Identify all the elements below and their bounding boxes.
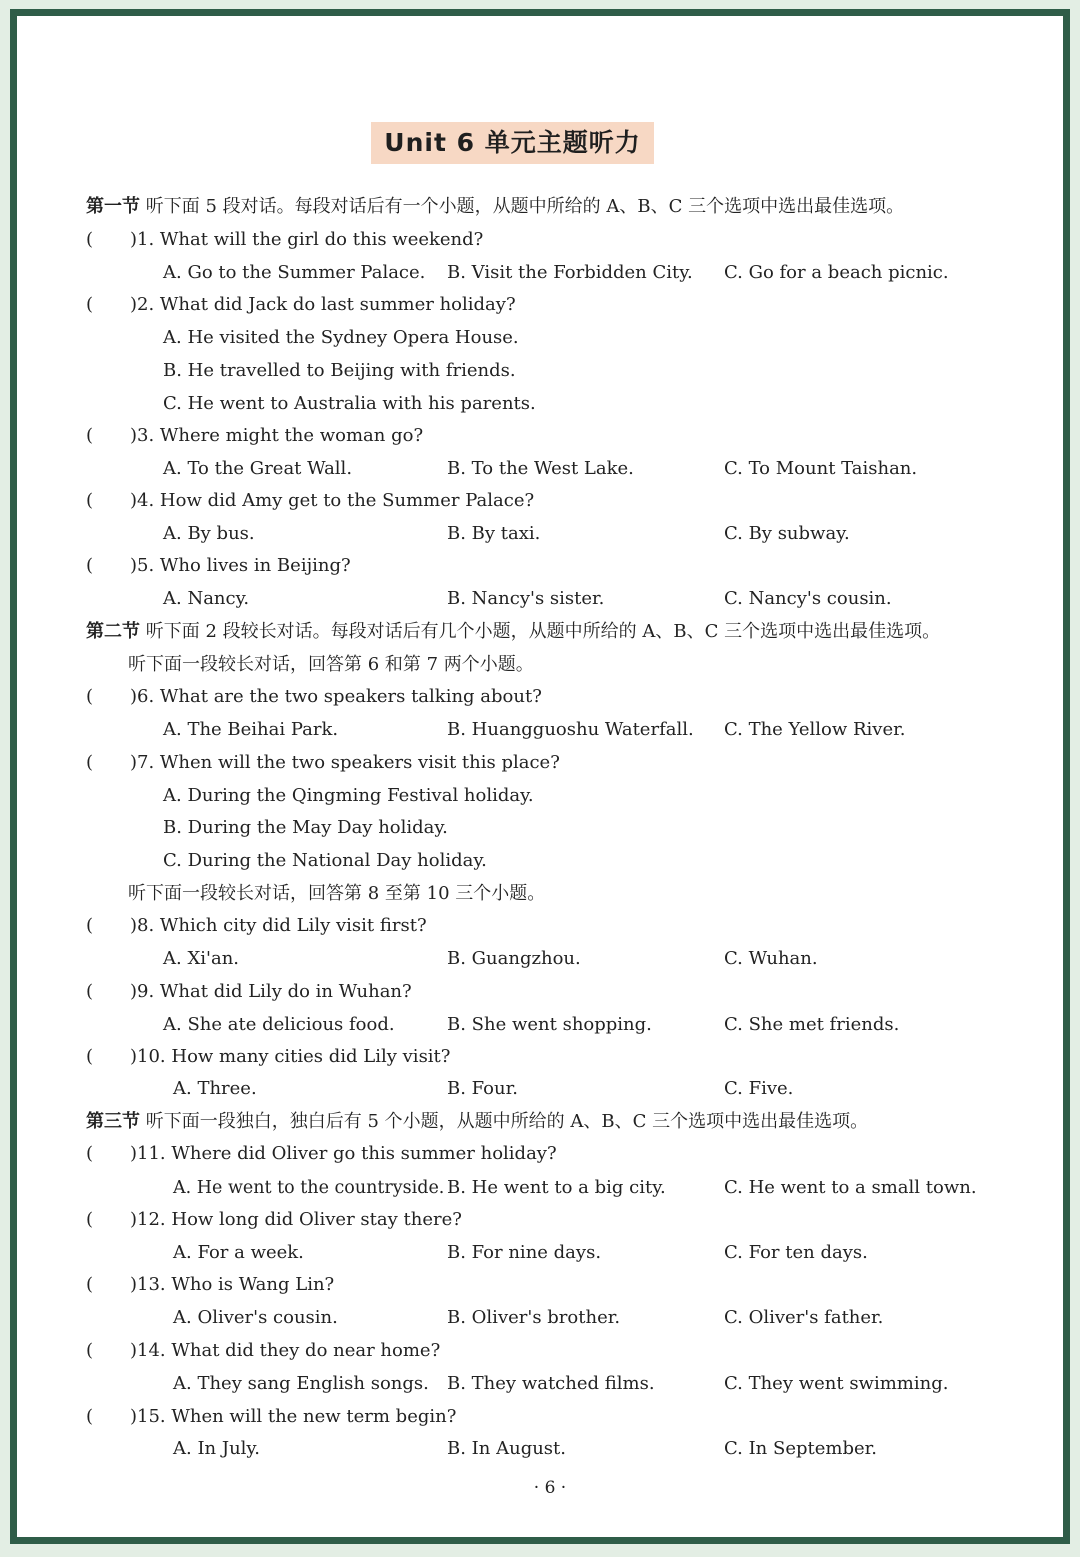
q9-option-c: C. She met friends. — [724, 1014, 900, 1035]
question-14: )14. What did they do near home? — [130, 1340, 441, 1361]
q15-option-a: A. In July. — [173, 1438, 260, 1459]
section-1-text: 听下面 5 段对话。每段对话后有一个小题，从题中所给的 A、B、C 三个选项中选出最佳选项。 — [145, 196, 905, 217]
q13-option-b: B. Oliver's brother. — [447, 1307, 621, 1328]
q15-option-c: C. In September. — [724, 1438, 877, 1459]
q14-option-a: A. They sang English songs. — [173, 1373, 429, 1394]
q12-option-b: B. For nine days. — [447, 1242, 602, 1263]
q1-option-c: C. Go for a beach picnic. — [724, 262, 949, 283]
q1-option-b: B. Visit the Forbidden City. — [447, 262, 693, 283]
q14-option-b: B. They watched films. — [447, 1373, 655, 1394]
q12-option-a: A. For a week. — [173, 1242, 304, 1263]
q5-option-a: A. Nancy. — [163, 588, 250, 609]
question-15: )15. When will the new term begin? — [130, 1406, 457, 1427]
q10-option-a: A. Three. — [173, 1078, 257, 1099]
question-5: )5. Who lives in Beijing? — [130, 555, 351, 576]
answer-paren[interactable]: ( — [86, 425, 94, 446]
section-1-instruction — [86, 195, 904, 219]
section-2-instruction — [86, 620, 940, 644]
question-4: )4. How did Amy get to the Summer Palace? — [130, 490, 535, 511]
question-3: )3. Where might the woman go? — [130, 425, 424, 446]
q6-option-a: A. The Beihai Park. — [163, 719, 339, 740]
answer-paren[interactable]: ( — [86, 490, 94, 511]
q13-option-a: A. Oliver's cousin. — [173, 1307, 338, 1328]
question-11: )11. Where did Oliver go this summer holiday? — [130, 1143, 557, 1164]
answer-paren[interactable]: ( — [86, 752, 94, 773]
q13-option-c: C. Oliver's father. — [724, 1307, 884, 1328]
question-12: )12. How long did Oliver stay there? — [130, 1209, 462, 1230]
question-8: )8. Which city did Lily visit first? — [130, 915, 427, 936]
section-1-label: 第一节 — [86, 196, 140, 217]
q10-option-b: B. Four. — [447, 1078, 518, 1099]
answer-paren[interactable]: ( — [86, 1406, 94, 1427]
q3-option-c: C. To Mount Taishan. — [724, 458, 918, 479]
q6-option-c: C. The Yellow River. — [724, 719, 906, 740]
answer-paren[interactable]: ( — [86, 294, 94, 315]
q3-option-a: A. To the Great Wall. — [163, 458, 353, 479]
answer-paren[interactable]: ( — [86, 1274, 94, 1295]
page-title: Unit 6 单元主题听力 — [371, 122, 654, 164]
answer-paren[interactable]: ( — [86, 229, 94, 250]
q2-option-a: A. He visited the Sydney Opera House. — [163, 327, 519, 348]
section-3-instruction — [86, 1110, 868, 1134]
question-9: )9. What did Lily do in Wuhan? — [130, 981, 412, 1002]
q12-option-c: C. For ten days. — [724, 1242, 868, 1263]
answer-paren[interactable]: ( — [86, 686, 94, 707]
question-10: )10. How many cities did Lily visit? — [130, 1046, 451, 1067]
q14-option-c: C. They went swimming. — [724, 1373, 949, 1394]
question-7: )7. When will the two speakers visit this place? — [130, 752, 560, 773]
q5-option-c: C. Nancy's cousin. — [724, 588, 892, 609]
section-2-sub-instruction-1: 听下面一段较长对话，回答第 6 和第 7 两个小题。 — [128, 654, 534, 675]
answer-paren[interactable]: ( — [86, 1209, 94, 1230]
q9-option-b: B. She went shopping. — [447, 1014, 652, 1035]
q2-option-c: C. He went to Australia with his parents. — [163, 393, 536, 414]
q5-option-b: B. Nancy's sister. — [447, 588, 605, 609]
question-13: )13. Who is Wang Lin? — [130, 1274, 335, 1295]
q1-option-a: A. Go to the Summer Palace. — [163, 262, 426, 283]
q4-option-a: A. By bus. — [163, 523, 255, 544]
q10-option-c: C. Five. — [724, 1078, 794, 1099]
q8-option-a: A. Xi'an. — [163, 948, 240, 969]
q4-option-c: C. By subway. — [724, 523, 850, 544]
q7-option-b: B. During the May Day holiday. — [163, 817, 448, 838]
q6-option-b: B. Huangguoshu Waterfall. — [447, 719, 694, 740]
q2-option-b: B. He travelled to Beijing with friends. — [163, 360, 516, 381]
answer-paren[interactable]: ( — [86, 1340, 94, 1361]
answer-paren[interactable]: ( — [86, 915, 94, 936]
section-2-label: 第二节 — [86, 621, 140, 642]
section-3-text: 听下面一段独白，独白后有 5 个小题，从题中所给的 A、B、C 三个选项中选出最佳选项。 — [145, 1111, 869, 1132]
q11-option-c: C. He went to a small town. — [724, 1177, 977, 1198]
q9-option-a: A. She ate delicious food. — [163, 1014, 395, 1035]
question-1: )1. What will the girl do this weekend? — [130, 229, 484, 250]
answer-paren[interactable]: ( — [86, 981, 94, 1002]
question-6: )6. What are the two speakers talking about? — [130, 686, 542, 707]
q4-option-b: B. By taxi. — [447, 523, 541, 544]
q11-option-a: A. He went to the countryside. — [173, 1178, 445, 1198]
question-2: )2. What did Jack do last summer holiday? — [130, 294, 516, 315]
answer-paren[interactable]: ( — [86, 555, 94, 576]
q8-option-c: C. Wuhan. — [724, 948, 818, 969]
q8-option-b: B. Guangzhou. — [447, 948, 581, 969]
answer-paren[interactable]: ( — [86, 1143, 94, 1164]
q7-option-c: C. During the National Day holiday. — [163, 850, 487, 871]
q11-option-b: B. He went to a big city. — [447, 1177, 666, 1198]
q7-option-a: A. During the Qingming Festival holiday. — [163, 785, 534, 806]
answer-paren[interactable]: ( — [86, 1046, 94, 1067]
q3-option-b: B. To the West Lake. — [447, 458, 634, 479]
q15-option-b: B. In August. — [447, 1438, 566, 1459]
section-2-text: 听下面 2 段较长对话。每段对话后有几个小题，从题中所给的 A、B、C 三个选项中选出最佳选项。 — [145, 621, 941, 642]
section-3-label: 第三节 — [86, 1111, 140, 1132]
section-2-sub-instruction-2: 听下面一段较长对话，回答第 8 至第 10 三个小题。 — [128, 883, 546, 904]
page-number: · 6 · — [533, 1478, 567, 1498]
